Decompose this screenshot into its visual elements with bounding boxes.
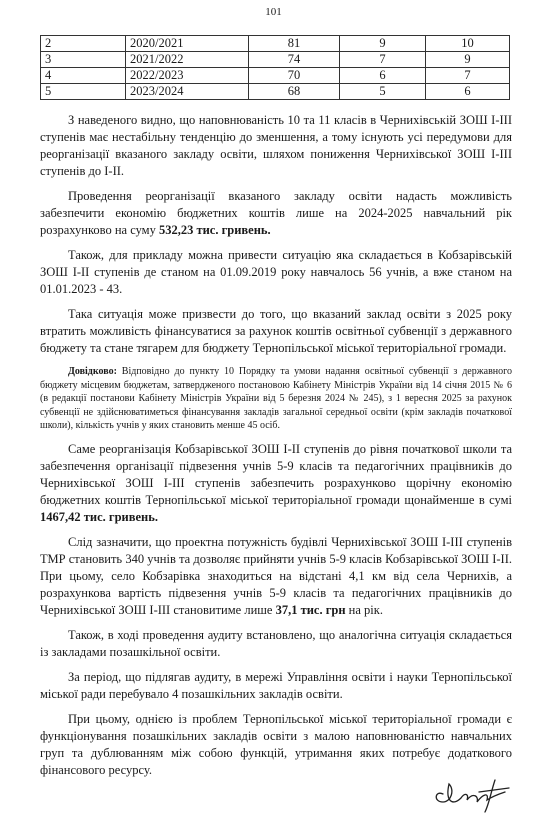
- table-cell: 2023/2024: [126, 84, 249, 100]
- table-cell: 3: [41, 52, 126, 68]
- paragraph: [40, 534, 512, 619]
- table-cell: 7: [426, 68, 510, 84]
- amount-bold: 37,1 тис. грн: [275, 602, 346, 617]
- paragraph: З наведеного видно, що наповнюваність 10 та 11 класів в Черниxівській ЗОШ І-ІІІ ступенів має нестабільну тенденцію до зменшення, а тому існують усі передумови для реорганізації вказаного закладу освіти, шляхом пониження Черниxівської ЗОШ І-ІІІ ступенів до І-ІІ.: [40, 113, 512, 178]
- table-row: [41, 84, 510, 100]
- table-cell: 5: [340, 84, 426, 100]
- table-cell: 10: [426, 36, 510, 52]
- table-cell: 7: [340, 52, 426, 68]
- note-text: Відповідно до пункту 10 Порядку та умови надання освітньої субвенції з державного бюджету місцевим бюджетам, затвердженого постановою Кабінету Міністрів України від 14 січня 2015 № 6 (в редакції постанови Кабінету Міністрів України від 5 березня 2024 № 245), з 1 вересня 2025 за рахунок субвенції не здійснюватиметься фінансування закладів загальної середньої освіти (крім закладів початкової школи), кількість учнів у яких становить менше 45 осіб.: [40, 366, 512, 431]
- table-cell: 81: [249, 36, 340, 52]
- paragraph-text: Слід зазначити, що проектна потужність будівлі Черниxівської ЗОШ І-ІІІ ступенів ТМР становить 340 учнів та дозволяє прийняти учнів 5-9 класів Кобзарівської ЗОШ І-ІІ. При цьому, село Кобзарівка знаходиться на відстані 4,1 км від села Черниxів, а розрахункова вартість підвезення учнів 5-9 класів та педагогічних працівників до Черниxівської ЗОШ І-ІІІ становитиме лише: [40, 534, 512, 617]
- table-row: [41, 52, 510, 68]
- paragraph-text: Проведення реорганізації вказаного закладу освіти надасть можливість забезпечити економію бюджетних коштів лише на 2024-2025 навчальний рік розрахунково на суму: [40, 189, 512, 237]
- table-cell: 5: [41, 84, 126, 100]
- paragraph: Така ситуація може призвести до того, що вказаний заклад освіти з 2025 року втратить можливість фінансуватися за рахунок коштів освітньої субвенції з державного бюджету та стане тягарем для бюджету Тернопільської міської територіальної громади.: [40, 307, 512, 355]
- table-cell: 68: [249, 84, 340, 100]
- paragraph: [40, 441, 512, 526]
- table-cell: 2: [41, 36, 126, 52]
- table-row: [41, 68, 510, 84]
- table-cell: 6: [426, 84, 510, 100]
- enrollment-table: [40, 35, 510, 100]
- signature: [425, 772, 525, 817]
- amount-bold: 1467,42 тис. гривень.: [40, 509, 158, 524]
- table-row: [41, 36, 510, 52]
- note-label: Довідково:: [68, 366, 117, 377]
- reference-note: [40, 365, 512, 433]
- paragraph: За період, що підлягав аудиту, в мережі Управління освіти і науки Тернопільської міської ради перебувало 4 позашкільних закладів освіти.: [40, 669, 512, 701]
- table-cell: 9: [340, 36, 426, 52]
- table-cell: 70: [249, 68, 340, 84]
- table-cell: 6: [340, 68, 426, 84]
- document-body: [40, 112, 512, 787]
- table-cell: 4: [41, 68, 126, 84]
- table-cell: 9: [426, 52, 510, 68]
- paragraph: При цьому, однією із проблем Тернопільської міської територіальної громади є функціонування позашкільних закладів освіти з малою наповнюваністю навчальних груп та дублюванням між собою функцій, утримання яких потребує додаткового фінансового ресурсу.: [40, 711, 512, 777]
- paragraph: Також, для прикладу можна привести ситуацію яка складається в Кобзарівській ЗОШ І-ІІ ступенів де станом на 01.09.2019 року навчалось 56 учнів, а вже станом на 01.01.2023 - 43.: [40, 248, 512, 296]
- amount-bold: 532,23 тис. гривень.: [158, 223, 271, 237]
- paragraph: [40, 188, 512, 239]
- paragraph: Також, в ході проведення аудиту встановлено, що аналогічна ситуація складається із закладами позашкільної освіти.: [40, 627, 512, 659]
- paragraph-text: Саме реорганізація Кобзарівської ЗОШ І-ІІ ступенів до рівня початкової школи та забезпечення організації підвезення учнів 5-9 класів та педагогічних працівників до Черниxівської ЗОШ І-ІІІ ступенів забезпечить розрахунково щорічну економію бюджетних коштів Тернопільської міської територіальної громади щонайменше в сумі: [40, 441, 512, 507]
- page-number: 101: [265, 6, 282, 18]
- table-cell: 2021/2022: [126, 52, 249, 68]
- table-cell: 74: [249, 52, 340, 68]
- table-cell: 2020/2021: [126, 36, 249, 52]
- table-cell: 2022/2023: [126, 68, 249, 84]
- paragraph-tail: на рік.: [345, 602, 383, 617]
